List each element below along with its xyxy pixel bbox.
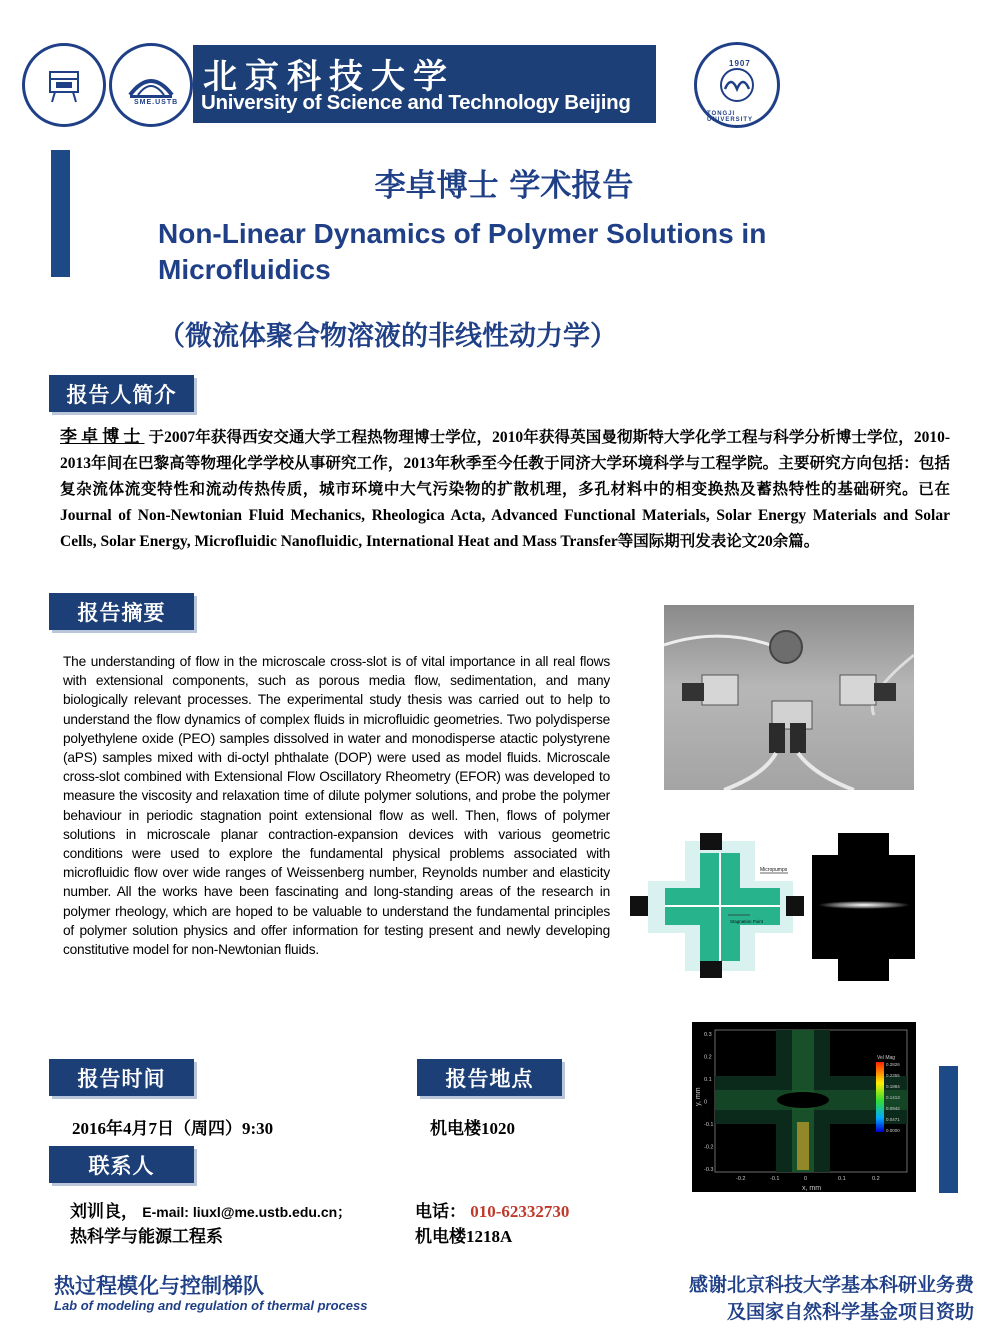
bio-text: 于2007年获得西安交通大学工程热物理博士学位，2010年获得英国曼彻斯特大学化学工程与科学分析博士学位，2010-2013年间在巴黎高等物理化学学校从事研究工作，2013年秋季至今任教于同济大学环境科学与工程学院。主要研究方向包括：包括复杂流体流变特性和流动传热传质，城市环境中大气污染物的扩散机理，多孔材料中的相变换热及蓄热特性的基础研究。已在Journal of Non-Newtonian Fluid Mechanics, Rheologica Acta, Advanced Functional Materials, Solar Energy Materials and Solar Cells, Solar Energy, Microfluidic Nanofluidic, International Heat and Mass Transfer等国际期刊发表论文20余篇。 [60,429,950,550]
stagnation-label: Stagnation Point [730,919,764,924]
birefringence-image [812,833,915,981]
y-tick-label: 0 [704,1099,708,1106]
ustb-seal-logo [22,43,106,127]
tongji-seal-logo [694,42,780,128]
y-tick-label: -0.2 [704,1144,714,1151]
university-name-cn: 北京科技大学 [203,57,455,97]
plot-ylabel: y, mm [695,1087,702,1106]
abstract-text: The understanding of flow in the microscale cross-slot is of vital importance in all real flows with extensional components, such as porous media flow, sedimentation, and many biologically relevant processes. The experimental study thesis was carried out to help to understand the flow dynamics of complex fluids in microfluidic geometries. Two polydisperse polyethylene oxide (PEO) samples dissolved in water and monodisperse atactic polystyrene (aPS) samples mixed with di-octyl phthalate (DOP) were used as model fluids. Microscale cross-slot combined with Extensional Flow Oscillatory Rheometry (EFOR) was developed to measure the viscosity and relaxation time of dilute polymer solutions, and probe the polymer behaviour in periodic stagnation point extensional flow as well. Then, flows of polymer solutions in microscale planar contraction-expansion devices with various geometric conditions were used to explore the fundamental physical problems associated with microfluidic flow over wide ranges of Weissenberg number, Reynolds number and elasticity number. All the works have been fascinating and long-standing areas of the research in polymer rheology, which are hoped to be valuable to understand the fundamental principles of polymer solution physics and offer information for testing present and newly developing constitutive model for non-Newtonian fluids. [63,654,610,958]
device-photo [664,605,914,790]
contact-email: E-mail: liuxl@me.ustb.edu.cn； [142,1204,352,1220]
y-tick-label: 0.1 [704,1077,712,1083]
right-accent-bar [939,1066,958,1193]
tongji-year: 1907 [729,59,751,68]
university-name-en: University of Science and Technology Beijing [201,91,631,114]
contact-phone: 010-62332730 [470,1202,570,1221]
velocity-field-plot [692,1022,916,1192]
page-title: 李卓博士 学术报告 [374,168,634,204]
speaker-name: 李卓博士 [60,427,145,446]
y-tick-label: -0.1 [704,1122,714,1128]
time-heading: 报告时间 [49,1059,194,1096]
legend-value: 0.1884 [886,1084,900,1089]
event-place: 机电楼1020 [430,1119,515,1138]
tongji-name: TONGJI UNIVERSITY [707,111,754,123]
cross-slot-diagram [630,833,805,978]
micropumps-label: Micropumps [760,867,788,873]
tongji-emblem-icon [715,65,759,105]
lab-name-en: Lab of modeling and regulation of thermal process [54,1298,368,1313]
bio-paragraph [60,424,950,555]
talk-title-en: Non-Linear Dynamics of Polymer Solutions in Microfluidics [158,218,767,285]
legend-value: 0.1413 [886,1095,900,1100]
sme-logo-text: SME.USTB [134,99,179,106]
x-tick-label: 0.2 [872,1176,880,1182]
x-tick-label: 0 [804,1176,808,1182]
funding-thanks-1: 感谢北京科技大学基本科研业务费 [688,1274,974,1296]
contact-office: 机电楼1218A [415,1227,513,1246]
contact-line [70,1197,351,1222]
y-tick-label: 0.3 [704,1032,712,1038]
legend-title: Vel Mag [877,1055,896,1061]
contact-phone-line [415,1197,569,1222]
abstract-heading: 报告摘要 [49,593,194,630]
y-tick-label: 0.2 [704,1054,712,1061]
place-heading: 报告地点 [417,1059,562,1096]
university-banner [193,45,656,123]
talk-title-cn: （微流体聚合物溶液的非线性动力学） [158,321,617,352]
legend-value: 0.2826 [886,1062,900,1067]
legend-value: 0.0942 [886,1106,900,1111]
legend-value: 0.2355 [886,1073,900,1078]
funding-thanks-2: 及国家自然科学基金项目资助 [726,1301,974,1323]
legend-value: 0.0000 [886,1128,900,1133]
legend-value: 0.0471 [886,1117,900,1122]
contact-name: 刘训良， [70,1202,138,1221]
x-tick-label: -0.2 [736,1176,746,1182]
lab-name-cn: 热过程模化与控制梯队 [54,1274,264,1298]
x-tick-label: 0.1 [838,1176,846,1182]
x-tick-label: -0.1 [770,1176,780,1182]
contact-dept: 热科学与能源工程系 [70,1227,223,1246]
phone-label: 电话： [415,1202,466,1221]
contact-heading: 联系人 [49,1146,194,1183]
seal-cauldron-icon [41,62,87,108]
y-tick-label: -0.3 [704,1167,714,1173]
bio-heading: 报告人简介 [49,375,194,412]
sme-ustb-logo [109,43,193,127]
event-time: 2016年4月7日（周四）9:30 [72,1119,274,1138]
plot-xlabel: x, mm [802,1185,822,1192]
